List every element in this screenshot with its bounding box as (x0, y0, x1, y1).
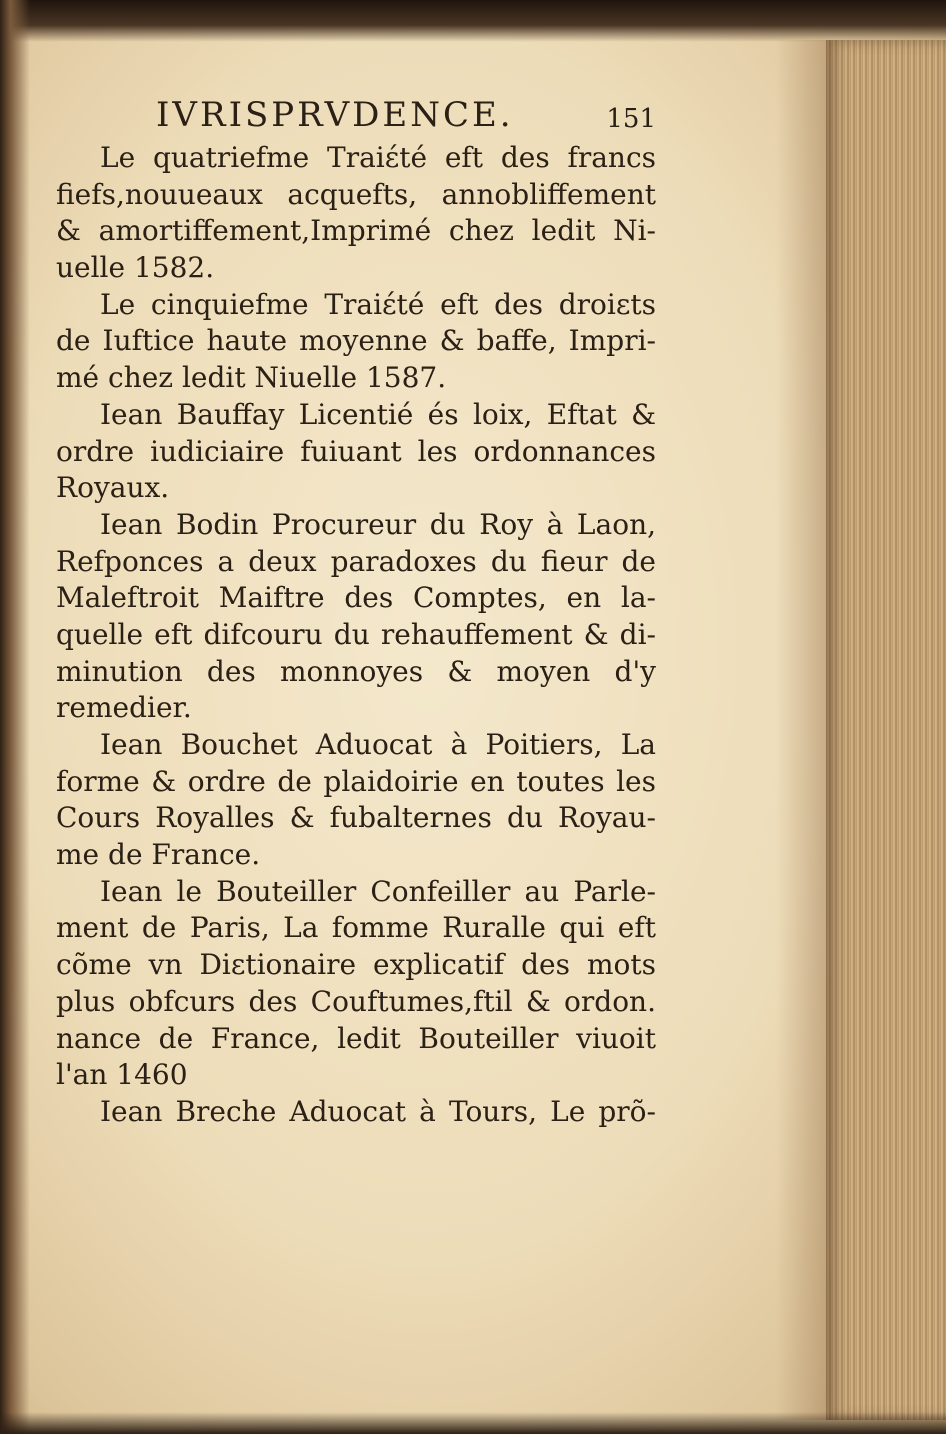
text-line: Royaux. (56, 471, 170, 505)
text-block (56, 92, 656, 1131)
text-line: Cours Royalles & fubalternes du Royau- (56, 801, 656, 835)
running-head: IVRISPRVDENCE. (156, 95, 514, 135)
page-top-shadow (0, 0, 946, 42)
text-line: Iean le Bouteiller Confeiller au Parle- (100, 874, 656, 908)
text-line: remedier. (56, 691, 192, 725)
text-line: quelle eft difcouru du rehauffement & di- (56, 617, 656, 651)
text-line: me de France. (56, 838, 261, 872)
text-line: l'an 1460 (56, 1058, 188, 1092)
text-line: cõme vn Diɛtionaire explicatif des mots (56, 948, 656, 982)
text-line: Iean Bauffay Licentié és loix, Eftat & (100, 397, 656, 431)
text-line: & amortiffement,Imprimé chez ledit Ni- (56, 214, 656, 248)
text-line: Le quatriefme Traiɛ́té eft des francs (100, 141, 656, 174)
text-line: plus obfcurs des Couftumes,ftil & ordon. (56, 984, 656, 1018)
text-line: minution des monnoyes & moyen d'y (56, 654, 656, 688)
page-number: 151 (606, 104, 656, 134)
page-edge-shadow (776, 40, 826, 1420)
text-line: ordre iudiciaire fuiuant les ordonnances (56, 434, 656, 468)
text-line: Refponces a deux paradoxes du fieur de (56, 544, 656, 578)
page-header (56, 92, 656, 138)
page-bottom-shadow (0, 1412, 946, 1434)
text-line: nance de France, ledit Bouteiller viuoit (56, 1021, 656, 1055)
text-line: mé chez ledit Niuelle 1587. (56, 361, 447, 395)
text-line: Iean Bouchet Aduocat à Poitiers, La (100, 728, 656, 761)
binding-gutter (0, 0, 30, 1434)
text-line: Iean Bodin Procureur du Roy à Laon, (100, 507, 656, 541)
text-line: uelle 1582. (56, 251, 215, 285)
text-line: Le cinquiefme Traiɛ́té eft des droiɛts (100, 287, 656, 321)
text-line: ment de Paris, La fomme Ruralle qui eft (56, 911, 656, 945)
page-fore-edge (826, 40, 946, 1420)
text-line: forme & ordre de plaidoirie en toutes les (56, 764, 656, 798)
text-line: de Iuftice haute moyenne & baffe, Impri- (56, 324, 656, 358)
text-line: fiefs,nouueaux acquefts, annobliffement (56, 177, 656, 211)
text-line: Maleftroit Maiftre des Comptes, en la- (56, 581, 656, 615)
text-line: Iean Breche Aduocat à Tours, Le prõ- (100, 1094, 656, 1128)
